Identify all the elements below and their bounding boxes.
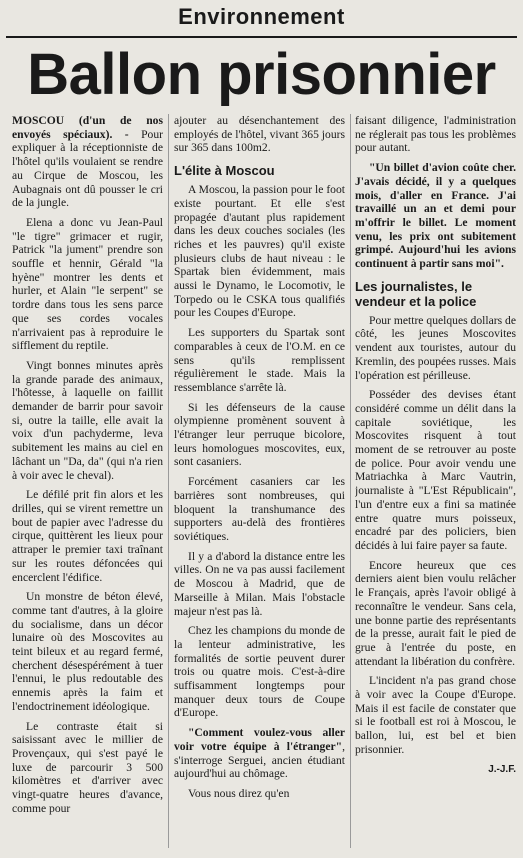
column-divider	[168, 114, 169, 848]
lead-paragraph	[12, 114, 163, 210]
lead-text: Pour expliquer à la réceptionniste de l'hôtel qu'ils voulaient se rendre au Cirque de Moscou, les Aubagnais ont dû pousser le cri de la jungle.	[12, 127, 163, 210]
paragraph: Il y a d'abord la distance entre les villes. On ne va pas aussi facilement de Moscou à Madrid, que de Marseille à Milan. Mais l'obstacle majeur n'est pas là.	[174, 549, 345, 618]
paragraph: Chez les champions du monde de la lenteur administrative, les formalités de sortie peuvent durer trois ou quatre mois. C'est-à-dire suffisamment longtemps pour manquer deux tours de Coupe d'Europe.	[174, 624, 345, 720]
headline: Ballon prisonnier	[27, 42, 496, 107]
paragraph: Vous nous direz qu'en	[188, 786, 290, 800]
top-rule	[6, 36, 517, 38]
column-3	[355, 114, 516, 848]
paragraph: ajouter au désenchantement des employés de l'hôtel, vivant 365 jours sur 365 dans 100m2.	[174, 114, 345, 155]
quote-bold: "Comment voulez-vous aller voir votre équipe à l'étranger"	[174, 726, 345, 753]
subheading: L'élite à Moscou	[174, 163, 275, 179]
pull-quote: "Un billet d'avion coûte cher. J'avais décidé, il y a quelques mois, d'aller en France. J'ai travaillé un an et demi pour m'offrir le billet. Le moment venu, les prix ont subitement grimpé. Aujourd'hui les avions continuent à partir sans moi".	[355, 161, 516, 271]
paragraph: Le contraste était si saisissant avec le millier de Provençaux, qui s'est payé le luxe de parcourir 3 500 kilomètres et d'arriver avec vingt-quatre heures d'avance, comme pour	[12, 719, 163, 815]
column-divider	[350, 114, 351, 848]
dateline: MOSCOU (d'un de nos envoyés spéciaux). -	[12, 114, 163, 141]
paragraph: Les supporters du Spartak sont comparables à ceux de l'O.M. en ce sens qu'ils remplissent régulièrement le stade. Mais la ressemblance s'arrête là.	[174, 326, 345, 394]
author-signature: J.-J.F.	[488, 763, 516, 775]
section-rubric: Environnement	[178, 4, 345, 29]
paragraph: Forcément casaniers car les barrières sont nombreuses, qui bloquent la transhumance des supporters au-delà des frontières soviétiques.	[174, 475, 345, 543]
paragraph: Le défilé prit fin alors et les drilles, qui se virent remettre un bout de papier avec l'adresse du cirque, quittèrent les lieux pour attraper le premier taxi traînant sur les routes défoncées qui encerclent l'édifice.	[12, 488, 163, 584]
column-2	[174, 114, 345, 848]
paragraph: faisant diligence, l'administration ne réglerait pas tous les problèmes pour autant.	[355, 114, 516, 155]
paragraph: Posséder des devises étant considéré comme un délit dans la capitale soviétique, les Moscovites risquent à tout moment de se retrouver au poste de police. Pour avoir vendu une Matriachka à Marc Vautrin, journaliste à "L'Est Républicain", l'un d'entre eux a fini sa matinée entre quatre murs poisseux, encadré par des policiers, bien décidés à lui faire payer sa faute.	[355, 388, 516, 552]
paragraph: Vingt bonnes minutes après la grande parade des animaux, l'hôtesse, à laquelle on faillit demander de barrir pour savoir si, outre la taille, elle avait la voix d'un pachyderme, leva subitement les mains au ciel en lâchant un "Da, da" (qui n'a rien à voir avec le cheval).	[12, 358, 163, 482]
paragraph: L'incident n'a pas grand chose à voir avec la Coupe d'Europe. Mais il est facile de constater que si le football est roi à Moscou, le ballon, lui, est bel et bien prisonnier.	[355, 674, 516, 756]
subheading: Les journalistes, le vendeur et la police	[355, 278, 477, 309]
quote-attribution: , s'interroge Serguei, ancien étudiant aujourd'hui au chômage.	[174, 739, 345, 781]
paragraph: Un monstre de béton élevé, comme tant d'autres, à la gloire du socialisme, dans un décor lunaire où des Moscovites au teint bileux et au regard fermé, cherchent désespérément à tuer l'ennui, le plus redoutable des ennemis après la faim et l'endoctrinement idéologique.	[12, 590, 163, 713]
paragraph: Pour mettre quelques dollars de côté, les jeunes Moscovites vendent aux touristes, autour du Kremlin, des poupées russes. Mais l'opération est périlleuse.	[355, 313, 516, 382]
paragraph: Si les défenseurs de la cause olympienne promènent souvent à l'étranger leur perruque bicolore, leurs homologues moscovites, eux, sont casaniers.	[174, 400, 345, 469]
paragraph: Encore heureux que ces derniers aient bien voulu relâcher le Français, après l'avoir obligé à reconnaître le vendeur. Sans cela, une bonne partie des représentants de la presse, aurait fait le pied de grue à l'entrée du poste, en attendant la libération du confrère.	[355, 558, 516, 668]
paragraph	[174, 726, 345, 781]
paragraph: Elena a donc vu Jean-Paul "le tigre" grimacer et rugir, Patrick "la jument" prendre son souffle et hennir, Gérald "la hyène" montrer les dents et hurler, et Alain "le serpent" se tordre dans tous les sens parce que ses cordes vocales n'arrivaient pas à reproduire le sifflement du reptile.	[12, 215, 163, 353]
column-1	[12, 114, 163, 848]
paragraph: A Moscou, la passion pour le foot existe pourtant. Et elle s'est propagée d'autant plus rapidement dans les deux couches sociales (les riches et les pauvres) qu'il existe plusieurs clubs de haut niveau : le Spartak bien évidemment, mais aussi le Dynamo, le Locomotiv, le Torpedo ou le CSKA tous qualifiés pour les Coupes d'Europe.	[174, 183, 345, 320]
